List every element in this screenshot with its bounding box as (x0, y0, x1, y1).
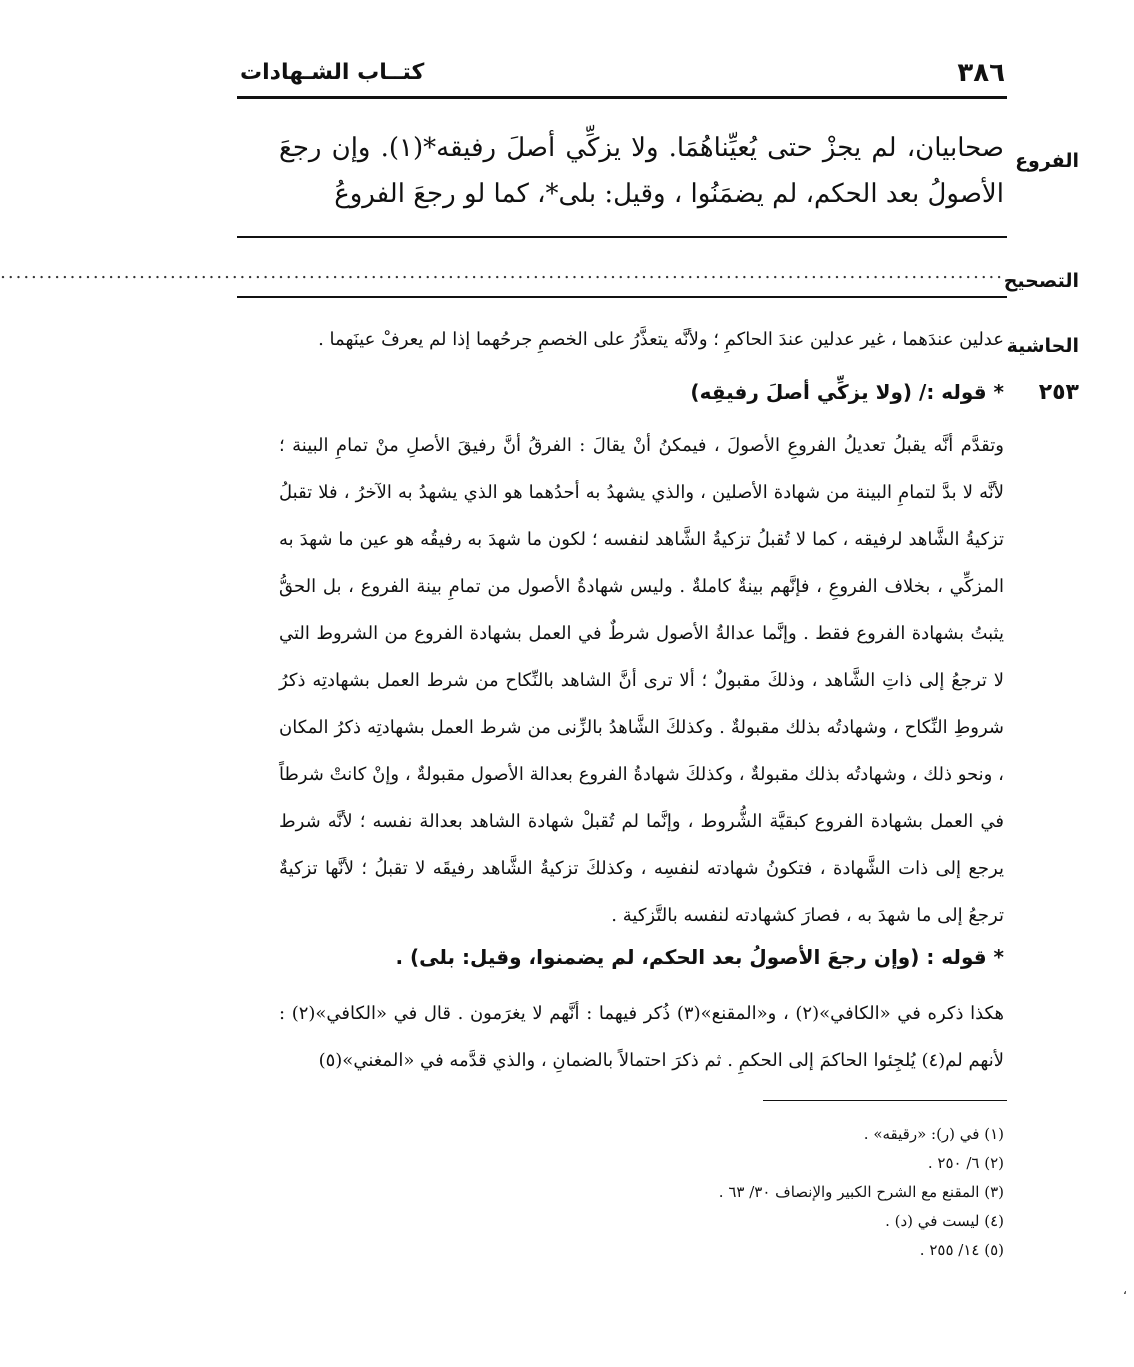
footnote-2: (٢) ٦/ ٢٥٠ . (927, 1154, 1004, 1172)
footnote-3: (٣) المقنع مع الشرح الكبير والإنصاف ٣٠/ ٦٣ . (718, 1183, 1004, 1201)
note-number: ٢٥٣ (1038, 380, 1079, 405)
qawl-heading-2: * قوله : (وإن رجعَ الأصولُ بعد الحكم، لم يضمنوا، وقيل: بلى) . (395, 945, 1004, 969)
footnote-5: (٥) ١٤/ ٢٥٥ . (919, 1241, 1004, 1259)
furu-text: صحابيان، لم يجزْ حتى يُعيِّناهُمَا. ولا يزكِّي أصلَ رفيقه*(١). وإن رجعَ الأصولُ بعد الحكم، لم يضمَنُوا ، وقيل: بلى*، كما لو رجعَ الفروعُ (279, 133, 1005, 209)
tashih-dots: .................................................................................................................................. (0, 262, 1004, 283)
page-number: ٣٨٦ (957, 58, 1005, 88)
footnotes (279, 1120, 1004, 1265)
tashih-label: التصحيح (1003, 270, 1079, 292)
edge-mark: ، (1123, 1283, 1127, 1297)
furu-label: الفروع (1015, 150, 1079, 172)
hashiya-paragraph-2: هكذا ذكره في «الكافي»(٢) ، و«المقنع»(٣) ذُكر فيهما : أنَّهم لا يغرَمون . قال في «الكافي»(٢) : لأنهم لم(٤) يُلجِئوا الحاكمَ إلى الحكمِ . ثم ذكرَ احتمالاً بالضمانِ ، والذي قدَّمه في «المغني»(٥) (279, 1003, 1004, 1071)
header-rule (237, 96, 1007, 99)
footnote-1: (١) في (ر): «رقيقه» . (863, 1125, 1004, 1143)
tashih-rule (237, 296, 1007, 298)
hashiya-label: الحاشية (1006, 335, 1079, 357)
footnote-4: (٤) ليست في (د) . (885, 1212, 1004, 1230)
hashiya-first-line: عدلين عندَهما ، غير عدلين عندَ الحاكمِ ؛ ولأنَّه يتعذَّرُ على الخصمِ جرحُهما إذا لم يعرفْ عينَهما . (318, 329, 1004, 350)
hashiya-paragraph-1: وتقدَّم أنَّه يقبلُ تعديلُ الفروعِ الأصولَ ، فيمكنُ أنْ يقالَ : الفرقُ أنَّ رفيقَ الأصلِ منْ تمامِ البينة ؛ لأنَّه لا بدَّ لتمامِ البينة من شهادة الأصلين ، والذي يشهدُ به أحدُهما هو الذي يشهدُ به الآخرُ ، فلا تقبلُ تزكيةُ الشَّاهد لرفيقه ، كما لا تُقبلُ تزكيةُ الشَّاهد لنفسه ؛ لكون ما شهدَ به رفيقُه هو عين ما شهدَ به المزكِّي ، بخلاف الفروعِ ، فإنَّهم بينةٌ كاملةٌ . وليس شهادةُ الأصول من تمامِ بينة الفروع ، بل الحقُّ يثبتُ بشهادة الفروع فقط . وإنَّما عدالةُ الأصول شرطٌ في العمل بشهادة الفروع من الشروط التي لا ترجعُ إلى ذاتِ الشَّاهد ، وذلكَ مقبولٌ ؛ ألا ترى أنَّ الشاهد بالنِّكاح من شرط العمل بشهادتِه ذكرُ شروطِ النِّكاح ، وشهادتُه بذلك مقبولةٌ . وكذلكَ الشَّاهدُ بالزِّنى من شرط العمل بشهادتِه ذكرُ المكان ، ونحو ذلك ، وشهادتُه بذلك مقبولةٌ ، وكذلكَ شهادةُ الفروع بعدالة الأصول مقبولةٌ ، وإنْ كانتْ شرطاً في العمل بشهادة الفروع كبقيَّة الشُّروط ، وإنَّما لم تُقبلْ شهادة الشاهد بعدالة نفسه ؛ لأنَّه شرط يرجع إلى ذات الشَّهادة ، فتكونُ شهادته لنفسِه ، وكذلكَ تزكيةُ الشَّاهد رفيقَه لا تقبلُ ؛ لأنَّها تزكيةٌ ترجعُ إلى ما شهدَ به ، فصارَ كشهادته لنفسه بالتَّزكية . (279, 435, 1004, 926)
page-header (240, 58, 1005, 94)
qawl-heading-1: * قوله :/ (ولا يزكِّي أصلَ رفيقِه) (690, 380, 1004, 404)
book-title: كتــاب الشـهادات (240, 60, 425, 85)
furu-rule (237, 236, 1007, 238)
footnote-rule (763, 1100, 1007, 1101)
